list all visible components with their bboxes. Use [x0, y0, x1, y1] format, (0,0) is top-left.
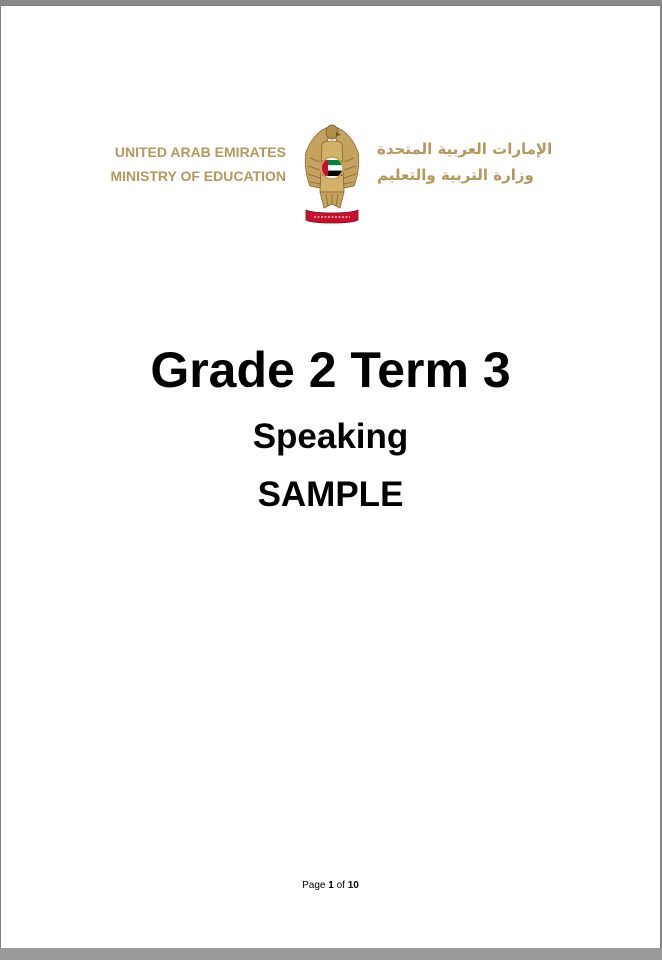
page-footer [1, 879, 660, 893]
arabic-ministry-name [377, 136, 552, 188]
page-word: Page [302, 880, 326, 891]
document-subtitle: Speaking [252, 417, 409, 456]
ministry-header [1, 114, 660, 224]
viewer-bottom-bar [0, 948, 662, 960]
of-word: of [336, 880, 345, 891]
english-ministry-name [110, 140, 286, 188]
document-page [1, 6, 660, 948]
page-total-number: 10 [347, 880, 359, 891]
document-title: Grade 2 Term 3 [150, 342, 511, 398]
sample-label: SAMPLE [257, 475, 404, 514]
page-current-number: 1 [328, 880, 334, 891]
english-line-uae: UNITED ARAB EMIRATES [114, 144, 286, 160]
uae-falcon-emblem-icon [300, 118, 364, 226]
arabic-line-uae: الإمارات العربية المتحدة [377, 140, 553, 158]
arabic-line-ministry: وزارة التربية والتعليم [377, 166, 534, 184]
english-line-ministry: MINISTRY OF EDUCATION [110, 168, 286, 184]
